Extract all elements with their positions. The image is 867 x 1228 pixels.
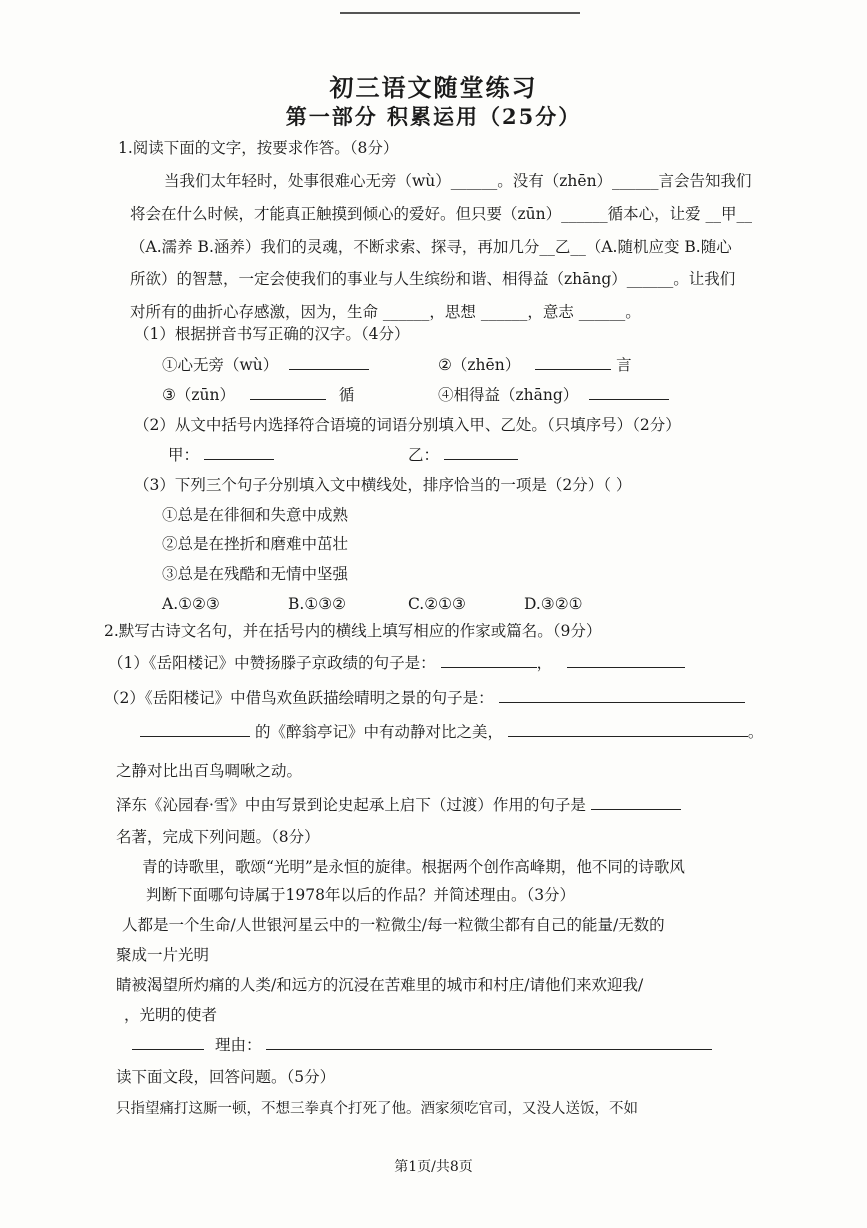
q1-passage-line-3: （A.濡养 B.涵养）我们的灵魂，不断求索、探寻，再加几分__乙__（A.随机应变 B.随心 — [130, 238, 732, 256]
pinyin-answer-4[interactable] — [589, 384, 669, 400]
q1-passage-line-5: 对所有的曲折心存感激，因为，生命 ______，思想 ______，意志 ______。 — [130, 303, 641, 321]
option-b: B.①③② — [288, 595, 347, 613]
sentence-3: ③总是在残酷和无情中坚强 — [162, 565, 349, 583]
q4-passage-line-1: 只指望痛打这厮一顿，不想三拳真个打死了他。酒家须吃官司，又没人送饭，不如 — [116, 1101, 638, 1117]
pinyin-item-1-label: ①心无旁（wù） — [162, 356, 279, 374]
pinyin-item-3-label: ③（zūn） — [162, 386, 236, 404]
pinyin-item-2-end: 言 — [616, 356, 632, 374]
q2-blank-4[interactable] — [508, 721, 748, 737]
q2-line-1: （1）《岳阳楼记》中赞扬滕子京政绩的句子是： ， — [108, 652, 685, 674]
page-number: 第1页/共8页 — [394, 1159, 473, 1175]
q2-blank-author[interactable] — [140, 721, 250, 737]
q2-blank-2[interactable] — [567, 652, 685, 668]
q3-poem-1-line-1: 人都是一个生命/人世银河星云中的一粒微尘/每一粒微尘都有自己的能量/无数的 — [122, 916, 665, 934]
choice-yi-answer[interactable] — [444, 444, 518, 460]
pinyin-answer-1[interactable] — [289, 354, 369, 370]
option-d: D.③②① — [524, 595, 583, 613]
q2-line-5-text: 泽东《沁园春·雪》中由写景到论史起承上启下（过渡）作用的句子是 — [116, 796, 586, 814]
choice-jia-label: 甲： — [168, 446, 200, 464]
q1-sub1: （1）根据拼音书写正确的汉字。（4分） — [134, 325, 410, 343]
q2-line-3-text: 的《醉翁亭记》中有动静对比之美， — [254, 723, 503, 741]
pinyin-item-4-label: ④相得益（zhāng） — [438, 386, 579, 404]
sentence-2: ②总是在挫折和磨难中茁壮 — [162, 535, 349, 553]
pinyin-item-3-end: 循 — [338, 386, 355, 404]
q1-passage-line-4: 所欲）的智慧，一定会使我们的事业与人生缤纷和谐、相得益（zhāng）______。让我们 — [130, 270, 736, 288]
pinyin-item-3 — [162, 384, 354, 406]
pinyin-answer-2[interactable] — [535, 354, 611, 370]
q3-reason-label: 理由： — [214, 1036, 262, 1054]
q2-blank-5[interactable] — [591, 794, 681, 810]
pinyin-item-2 — [438, 354, 632, 376]
q2-line-4: 之静对比出百鸟啁啾之动。 — [116, 762, 303, 780]
pinyin-item-4 — [438, 384, 669, 406]
q2-line-5 — [116, 794, 681, 816]
option-a: A.①②③ — [162, 595, 220, 613]
q3-line-1: 青的诗歌里，歌颂“光明”是永恒的旋律。根据两个创作高峰期，他不同的诗歌风 — [142, 858, 685, 876]
exam-title: 初三语文随堂练习 — [329, 73, 538, 102]
sentence-1: ①总是在徘徊和失意中成熟 — [162, 506, 349, 524]
q4-stem: 读下面文段，回答问题。（5分） — [116, 1068, 336, 1086]
q1-sub2: （2）从文中括号内选择符合语境的词语分别填入甲、乙处。（只填序号）（2分） — [134, 416, 681, 434]
q3-reason-line — [132, 1034, 712, 1056]
choice-jia-answer[interactable] — [204, 444, 274, 460]
q3-poem-1-line-2: 聚成一片光明 — [116, 946, 210, 964]
q2-line-1-text: （1）《岳阳楼记》中赞扬滕子京政绩的句子是： — [108, 654, 436, 672]
q2-line-3: 的《醉翁亭记》中有动静对比之美， 。 — [140, 721, 763, 743]
q3-line-2: 判断下面哪句诗属于1978年以后的作品？并简述理由。（3分） — [146, 886, 576, 904]
q2-line-2 — [104, 687, 745, 709]
section-subtitle: 第一部分 积累运用（25分） — [285, 104, 582, 129]
q1-passage-line-2: 将会在什么时候，才能真正触摸到倾心的爱好。但只要（zūn）______循本心，让爱 __甲__ — [130, 205, 753, 223]
pinyin-item-1 — [162, 354, 369, 376]
q3-reason-blank[interactable] — [266, 1034, 712, 1050]
pinyin-answer-3[interactable] — [250, 384, 326, 400]
q2-stem: 2.默写古诗文名句，并在括号内的横线上填写相应的作家或篇名。（9分） — [104, 622, 602, 640]
q2-line-2-text: （2）《岳阳楼记》中借鸟欢鱼跃描绘晴明之景的句子是： — [104, 689, 494, 707]
q2-blank-1[interactable] — [441, 652, 537, 668]
scan-edge-line — [340, 12, 580, 14]
q3-answer-blank[interactable] — [132, 1034, 204, 1050]
choice-yi-label: 乙： — [408, 446, 440, 464]
pinyin-item-2-label: ②（zhēn） — [438, 356, 521, 374]
q1-passage-line-1: 当我们太年轻时，处事很难心无旁（wù）______。没有（zhēn）______言会告知我们 — [164, 172, 752, 190]
choice-jia — [168, 444, 274, 466]
q3-poem-2-line-1: 睛被渴望所灼痛的人类/和远方的沉浸在苦难里的城市和村庄/请他们来欢迎我/ — [116, 976, 644, 994]
q2-blank-3[interactable] — [499, 687, 745, 703]
q3-stem: 名著，完成下列问题。（8分） — [116, 828, 320, 846]
q1-sub3: （3）下列三个句子分别填入文中横线处，排序恰当的一项是（2分）（ ） — [134, 476, 632, 494]
q3-poem-2-line-2: ，光明的使者 — [124, 1006, 218, 1024]
q1-stem: 1.阅读下面的文字，按要求作答。（8分） — [118, 139, 399, 157]
option-c: C.②①③ — [408, 595, 466, 613]
choice-yi — [408, 444, 518, 466]
